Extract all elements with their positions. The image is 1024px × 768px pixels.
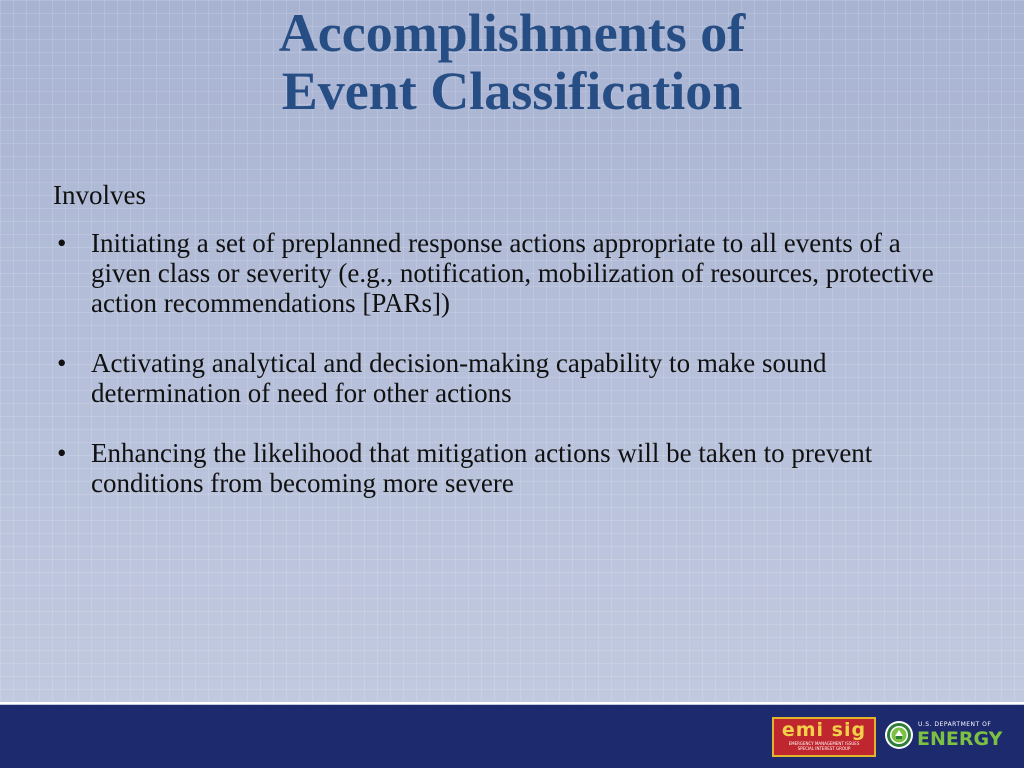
- bullet-item: [53, 348, 953, 408]
- bullet-marker: •: [57, 438, 67, 468]
- bullet-text: Activating analytical and decision-making capability to make sound determination of need for other actions: [91, 348, 827, 408]
- bullet-item: [53, 228, 953, 318]
- slide-title: [0, 4, 1024, 120]
- slide-title-line-1: Accomplishments of: [278, 3, 746, 63]
- footer-divider: [0, 702, 1024, 704]
- slide-body: [53, 180, 953, 528]
- bullet-item: [53, 438, 953, 498]
- bullet-list: [53, 228, 953, 498]
- bullet-marker: •: [57, 348, 67, 378]
- doe-energy-text: ENERGY: [917, 728, 1003, 750]
- intro-text: Involves: [53, 180, 146, 210]
- emi-sig-logo-subtitle-2: SPECIAL INTEREST GROUP: [797, 746, 851, 751]
- emi-sig-logo: [772, 717, 876, 757]
- emi-sig-logo-subtitle-1: EMERGENCY MANAGEMENT ISSUES: [788, 741, 860, 746]
- doe-logo: [884, 716, 1014, 756]
- emi-sig-logo-mark: emi sig: [781, 719, 867, 741]
- bullet-text: Enhancing the likelihood that mitigation actions will be taken to prevent conditions from becoming more severe: [91, 438, 873, 498]
- doe-seal-icon: [884, 720, 914, 750]
- bullet-text: Initiating a set of preplanned response actions appropriate to all events of a given class or severity (e.g., notification, mobilization of resources, protective action recommendations [PARs]): [91, 228, 934, 318]
- slide-title-line-2: Event Classification: [281, 61, 743, 121]
- doe-department-text: U.S. DEPARTMENT OF: [918, 721, 992, 728]
- bullet-marker: •: [57, 228, 67, 258]
